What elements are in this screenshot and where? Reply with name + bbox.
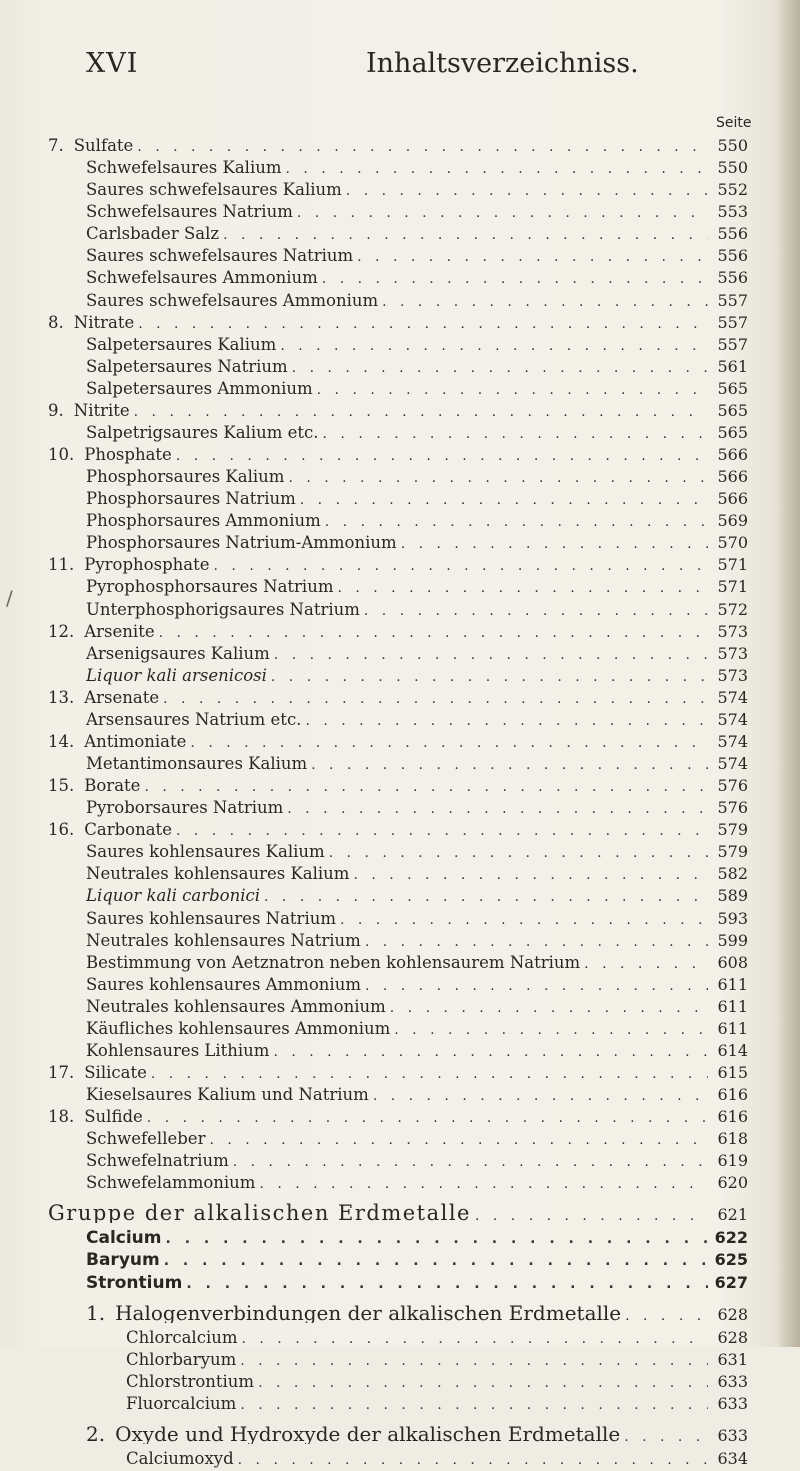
dot-leader bbox=[325, 514, 708, 530]
dot-leader bbox=[147, 1110, 708, 1126]
toc-entry-page: 614 bbox=[717, 1040, 748, 1060]
toc-entry-title: Calcium bbox=[86, 1228, 162, 1249]
dot-leader bbox=[340, 912, 708, 928]
toc-entry bbox=[86, 533, 748, 555]
toc-entry-title: Saures schwefelsaures Kalium bbox=[86, 180, 342, 200]
toc-entry-title: Arsensaures Natrium etc. bbox=[86, 709, 302, 729]
toc-entry bbox=[48, 1063, 748, 1085]
toc-entry bbox=[86, 1301, 748, 1323]
toc-entry-page: 611 bbox=[717, 974, 748, 994]
dot-leader bbox=[286, 161, 709, 177]
toc-entry bbox=[86, 1019, 748, 1041]
toc-entry-page: 633 bbox=[717, 1371, 748, 1391]
toc-entry-title: Sulfate bbox=[73, 136, 134, 155]
dot-leader bbox=[144, 779, 708, 795]
dot-leader bbox=[401, 536, 708, 552]
page-edge-shadow bbox=[778, 0, 800, 1347]
toc-entry-page: 579 bbox=[717, 820, 748, 840]
dot-leader bbox=[625, 1308, 708, 1323]
toc-entry bbox=[86, 577, 748, 599]
toc-entry-title: Antimoniate bbox=[84, 731, 187, 751]
toc-entry bbox=[48, 555, 748, 577]
toc-entry-number: 10. bbox=[48, 445, 75, 464]
toc-entry-title: Pyrophosphorsaures Natrium bbox=[86, 577, 334, 597]
toc-entry-title: Phosphorsaures Natrium-Ammonium bbox=[86, 533, 397, 553]
dot-leader bbox=[287, 801, 708, 817]
dot-leader bbox=[390, 1000, 708, 1016]
toc-entry-page: 572 bbox=[717, 599, 748, 619]
toc-entry bbox=[126, 1350, 748, 1372]
toc-entry-page: 589 bbox=[717, 886, 748, 906]
toc-entry-title: Arsenate bbox=[84, 687, 160, 707]
toc-entry-page: 593 bbox=[717, 908, 748, 928]
toc-entry-page: 633 bbox=[717, 1393, 748, 1413]
toc-entry-page: 573 bbox=[717, 621, 748, 641]
dot-leader bbox=[322, 271, 708, 287]
toc-entry bbox=[48, 136, 748, 158]
toc-entry-title: Kieselsaures Kalium und Natrium bbox=[86, 1085, 369, 1104]
toc-entry bbox=[86, 379, 748, 401]
toc-entry-title: Calciumoxyd bbox=[126, 1448, 234, 1468]
toc-entry-title: Strontium bbox=[86, 1272, 183, 1293]
toc-entry bbox=[126, 1449, 748, 1471]
toc-entry bbox=[86, 754, 748, 776]
toc-entry-title: Neutrales kohlensaures Natrium bbox=[86, 930, 361, 950]
toc-entry-page: 576 bbox=[717, 798, 748, 818]
dot-leader bbox=[280, 338, 708, 354]
toc-entry bbox=[126, 1328, 748, 1350]
toc-entry bbox=[126, 1394, 748, 1416]
toc-entry-title: Gruppe der alkalischen Erdmetalle bbox=[48, 1201, 471, 1224]
toc-entry-title: Schwefelsaures Kalium bbox=[86, 158, 282, 178]
page-header bbox=[0, 48, 800, 88]
toc-entry-number: 13. bbox=[48, 687, 75, 707]
toc-entry-page: 615 bbox=[717, 1062, 748, 1082]
toc-entry bbox=[86, 1422, 748, 1444]
toc-entry-page: 569 bbox=[717, 511, 748, 531]
toc-entry bbox=[48, 401, 748, 423]
toc-entry bbox=[86, 1273, 748, 1295]
toc-entry-title: Chlorstrontium bbox=[126, 1371, 255, 1391]
toc-entry-page: 627 bbox=[714, 1272, 748, 1292]
toc-entry bbox=[86, 202, 748, 224]
toc-entry bbox=[48, 622, 748, 644]
toc-entry-page: 582 bbox=[717, 864, 748, 884]
toc-entry-number: 1. bbox=[86, 1300, 106, 1323]
dot-leader bbox=[475, 1208, 708, 1223]
toc-entry-title: Borate bbox=[84, 776, 141, 795]
dot-leader bbox=[264, 889, 708, 905]
dot-leader bbox=[394, 1022, 708, 1038]
toc-entry-title: Schwefelnatrium bbox=[86, 1151, 229, 1171]
toc-entry bbox=[48, 732, 748, 754]
dot-leader bbox=[292, 360, 708, 376]
toc-entry-title: Metantimonsaures Kalium bbox=[86, 754, 308, 773]
toc-entry-title: Phosphate bbox=[84, 445, 172, 464]
dot-leader bbox=[329, 845, 708, 861]
dot-leader bbox=[242, 1331, 709, 1347]
toc-entry bbox=[86, 1151, 748, 1173]
toc-entry-number: 11. bbox=[48, 555, 75, 575]
dot-leader bbox=[346, 183, 708, 199]
toc-entry-page: 573 bbox=[717, 665, 748, 685]
toc-entry-title: Liquor kali arsenicosi bbox=[86, 665, 267, 685]
toc-entry-title: Carlsbader Salz bbox=[86, 224, 220, 244]
dot-leader bbox=[258, 1375, 708, 1391]
toc-entry bbox=[48, 445, 748, 467]
dot-leader bbox=[137, 139, 708, 155]
toc-entry-title: Phosphorsaures Natrium bbox=[86, 489, 296, 509]
dot-leader bbox=[259, 1176, 708, 1192]
toc-entry-page: 557 bbox=[717, 312, 748, 332]
toc-entry-page: 616 bbox=[717, 1107, 748, 1127]
toc-entry bbox=[86, 1173, 748, 1195]
toc-entry bbox=[86, 246, 748, 268]
toc-entry-page: 616 bbox=[717, 1085, 748, 1104]
toc-entry-page: 566 bbox=[717, 489, 748, 509]
toc-entry bbox=[48, 776, 748, 798]
toc-entry bbox=[86, 909, 748, 931]
toc-entry-page: 621 bbox=[717, 1205, 748, 1224]
toc-entry bbox=[86, 666, 748, 688]
toc-entry-page: 628 bbox=[717, 1304, 748, 1323]
toc-entry bbox=[86, 291, 748, 313]
toc-entry bbox=[86, 1228, 748, 1250]
toc-entry bbox=[86, 357, 748, 379]
toc-entry bbox=[48, 820, 748, 842]
toc-entry-number: 2. bbox=[86, 1421, 106, 1444]
toc-entry-page: 628 bbox=[717, 1327, 748, 1347]
toc-entry-page: 565 bbox=[717, 400, 748, 420]
toc-entry-number: 16. bbox=[48, 820, 75, 840]
dot-leader bbox=[337, 580, 708, 596]
dot-leader bbox=[240, 1397, 708, 1413]
toc-entry bbox=[86, 1250, 748, 1272]
toc-entry-page: 550 bbox=[717, 158, 748, 178]
toc-entry bbox=[86, 180, 748, 202]
dot-leader bbox=[163, 691, 708, 707]
toc-entry-number: 7. bbox=[48, 136, 64, 155]
toc-entry-page: 574 bbox=[717, 731, 748, 751]
toc-entry-page: 556 bbox=[717, 268, 748, 288]
toc-entry-page: 574 bbox=[717, 709, 748, 729]
dot-leader bbox=[190, 735, 708, 751]
dot-leader bbox=[176, 448, 708, 464]
toc-entry-number: 17. bbox=[48, 1062, 75, 1082]
toc-entry-title: Phosphorsaures Kalium bbox=[86, 467, 285, 486]
toc-entry bbox=[86, 1085, 748, 1107]
toc-entry-page: 608 bbox=[717, 952, 748, 972]
toc-entry bbox=[48, 1201, 748, 1223]
toc-entry bbox=[86, 511, 748, 533]
dot-leader bbox=[297, 205, 708, 221]
toc-entry-page: 611 bbox=[717, 1018, 748, 1038]
toc-entry-title: Halogenverbindungen der alkalischen Erdmetalle bbox=[115, 1300, 622, 1323]
margin-pencil-mark: / bbox=[6, 586, 13, 610]
dot-leader bbox=[159, 625, 708, 641]
toc-entry-title: Silicate bbox=[84, 1062, 147, 1082]
toc-entry-page: 553 bbox=[717, 202, 748, 222]
toc-entry-title: Pyroborsaures Natrium bbox=[86, 798, 284, 818]
toc-entry-page: 620 bbox=[717, 1173, 748, 1193]
dot-leader bbox=[223, 227, 708, 243]
toc-entry-page: 599 bbox=[717, 930, 748, 950]
dot-leader bbox=[214, 558, 708, 574]
toc-entry-number: 9. bbox=[48, 400, 64, 420]
dot-leader bbox=[365, 978, 708, 994]
toc-entry-page: 557 bbox=[717, 334, 748, 354]
toc-entry bbox=[86, 798, 748, 820]
dot-leader bbox=[353, 867, 708, 883]
dot-leader bbox=[274, 647, 708, 663]
dot-leader bbox=[166, 1231, 709, 1247]
toc-entry bbox=[86, 931, 748, 953]
dot-leader bbox=[584, 956, 708, 972]
toc-entry bbox=[86, 997, 748, 1019]
toc-entry bbox=[86, 423, 748, 445]
dot-leader bbox=[134, 404, 708, 420]
dot-leader bbox=[382, 294, 708, 310]
toc-entry-title: Arsenigsaures Kalium bbox=[86, 643, 270, 663]
toc-entry bbox=[48, 1107, 748, 1129]
toc-entry-title: Salpetersaures Kalium bbox=[86, 334, 277, 354]
dot-leader bbox=[364, 603, 708, 619]
toc-entry bbox=[86, 158, 748, 180]
toc-entry-title: Arsenite bbox=[84, 621, 155, 641]
toc-entry-title: Baryum bbox=[86, 1250, 160, 1271]
toc-entry-title: Salpetrigsaures Kalium etc. bbox=[86, 422, 319, 442]
toc-entry-page: 557 bbox=[717, 290, 748, 310]
page-column-label: Seite bbox=[716, 115, 752, 131]
toc-entry-page: 573 bbox=[717, 643, 748, 663]
toc-entry-title: Nitrite bbox=[73, 400, 130, 420]
toc-entry-page: 574 bbox=[717, 687, 748, 707]
toc-entry-title: Saures kohlensaures Kalium bbox=[86, 842, 325, 862]
toc-entry-number: 14. bbox=[48, 731, 75, 751]
toc-entry-page: 566 bbox=[717, 445, 748, 464]
toc-entry-page: 611 bbox=[717, 996, 748, 1016]
toc-entry-title: Schwefelleber bbox=[86, 1129, 206, 1149]
toc-entry-title: Schwefelsaures Natrium bbox=[86, 202, 293, 222]
toc-entry-page: 631 bbox=[717, 1349, 748, 1369]
toc-entry-title: Salpetersaures Natrium bbox=[86, 356, 288, 376]
toc-entry-page: 571 bbox=[717, 555, 748, 575]
toc-entry-title: Unterphosphorigsaures Natrium bbox=[86, 599, 360, 619]
toc-entry-title: Carbonate bbox=[84, 820, 172, 840]
toc-entry bbox=[86, 864, 748, 886]
dot-leader bbox=[176, 823, 708, 839]
dot-leader bbox=[300, 492, 708, 508]
toc-entry-title: Schwefelammonium bbox=[86, 1173, 256, 1193]
toc-entry-title: Pyrophosphate bbox=[84, 555, 210, 575]
toc-entry-title: Käufliches kohlensaures Ammonium bbox=[86, 1018, 391, 1038]
toc-entry-title: Saures kohlensaures Ammonium bbox=[86, 974, 361, 994]
toc-entry bbox=[86, 467, 748, 489]
dot-leader bbox=[323, 426, 708, 442]
dot-leader bbox=[209, 1132, 708, 1148]
dot-leader bbox=[373, 1088, 708, 1104]
toc-entry-title: Fluorcalcium bbox=[126, 1393, 237, 1413]
toc-entry bbox=[86, 710, 748, 732]
toc-entry-page: 622 bbox=[714, 1228, 748, 1248]
toc-entry-number: 18. bbox=[48, 1107, 75, 1127]
dot-leader bbox=[138, 316, 708, 332]
toc-entry bbox=[86, 953, 748, 975]
toc-entry-page: 618 bbox=[717, 1129, 748, 1149]
toc-entry-title: Liquor kali carbonici bbox=[86, 886, 261, 906]
toc-entry-page: 556 bbox=[717, 224, 748, 244]
toc-entry-title: Neutrales kohlensaures Kalium bbox=[86, 864, 350, 884]
dot-leader bbox=[305, 713, 708, 729]
toc-entry-page: 576 bbox=[717, 776, 748, 795]
toc-entry-title: Schwefelsaures Ammonium bbox=[86, 268, 318, 288]
toc-entry-page: 574 bbox=[717, 754, 748, 773]
dot-leader bbox=[164, 1253, 708, 1269]
toc-entry bbox=[86, 886, 748, 908]
dot-leader bbox=[271, 669, 708, 685]
toc-entry-title: Oxyde und Hydroxyde der alkalischen Erdmetalle bbox=[115, 1421, 621, 1444]
dot-leader bbox=[240, 1353, 708, 1369]
toc-entry bbox=[86, 600, 748, 622]
toc-entry bbox=[126, 1372, 748, 1394]
toc-entry-page: 619 bbox=[717, 1151, 748, 1171]
toc-entry-title: Saures kohlensaures Natrium bbox=[86, 908, 336, 928]
dot-leader bbox=[233, 1154, 708, 1170]
page-title: Inhaltsverzeichniss. bbox=[366, 48, 639, 79]
toc-entry-title: Nitrate bbox=[73, 312, 135, 332]
dot-leader bbox=[186, 1276, 708, 1292]
toc-entry-number: 8. bbox=[48, 312, 64, 332]
dot-leader bbox=[317, 382, 708, 398]
toc-entry-number: 12. bbox=[48, 621, 75, 641]
toc-entry-page: 550 bbox=[717, 136, 748, 155]
toc-entry-page: 561 bbox=[717, 356, 748, 376]
toc-entry bbox=[86, 224, 748, 246]
toc-entry-page: 565 bbox=[717, 422, 748, 442]
toc-entry-title: Saures schwefelsaures Ammonium bbox=[86, 290, 379, 310]
toc-entry-page: 625 bbox=[714, 1250, 748, 1270]
page-number-label: XVI bbox=[86, 48, 139, 79]
toc-entry-page: 633 bbox=[717, 1425, 748, 1444]
toc-entry-page: 566 bbox=[717, 467, 748, 486]
toc-entry-page: 571 bbox=[717, 577, 748, 597]
toc-entry-number: 15. bbox=[48, 776, 75, 795]
dot-leader bbox=[151, 1066, 708, 1082]
toc-entry-title: Kohlensaures Lithium bbox=[86, 1040, 270, 1060]
dot-leader bbox=[288, 470, 708, 486]
dot-leader bbox=[311, 757, 708, 773]
dot-leader bbox=[273, 1044, 708, 1060]
toc-entry-page: 634 bbox=[717, 1448, 748, 1468]
toc-entry-title: Salpetersaures Ammonium bbox=[86, 378, 313, 398]
dot-leader bbox=[365, 934, 708, 950]
toc-entry-title: Neutrales kohlensaures Ammonium bbox=[86, 996, 386, 1016]
toc-entry bbox=[86, 644, 748, 666]
dot-leader bbox=[238, 1452, 708, 1468]
toc-entry bbox=[86, 335, 748, 357]
toc-entry-title: Chlorcalcium bbox=[126, 1327, 238, 1347]
toc-entry-title: Phosphorsaures Ammonium bbox=[86, 511, 321, 531]
toc-entry bbox=[86, 268, 748, 290]
toc-entry-title: Sulfide bbox=[84, 1107, 143, 1127]
toc-entry bbox=[86, 489, 748, 511]
toc-entry-page: 570 bbox=[717, 533, 748, 553]
toc-entry-title: Chlorbaryum bbox=[126, 1349, 237, 1369]
toc-entry-page: 565 bbox=[717, 378, 748, 398]
toc-entry bbox=[86, 1129, 748, 1151]
toc-entry-page: 552 bbox=[717, 180, 748, 200]
toc-entry bbox=[48, 313, 748, 335]
toc-entry bbox=[48, 688, 748, 710]
toc-entry bbox=[86, 975, 748, 997]
toc-entry-title: Saures schwefelsaures Natrium bbox=[86, 246, 354, 266]
toc-entry bbox=[86, 1041, 748, 1063]
dot-leader bbox=[357, 249, 708, 265]
toc-entry-page: 579 bbox=[717, 842, 748, 862]
dot-leader bbox=[624, 1429, 708, 1444]
toc-entry bbox=[86, 842, 748, 864]
toc-entry-page: 556 bbox=[717, 246, 748, 266]
toc-entry-title: Bestimmung von Aetznatron neben kohlensaurem Natrium bbox=[86, 952, 581, 972]
